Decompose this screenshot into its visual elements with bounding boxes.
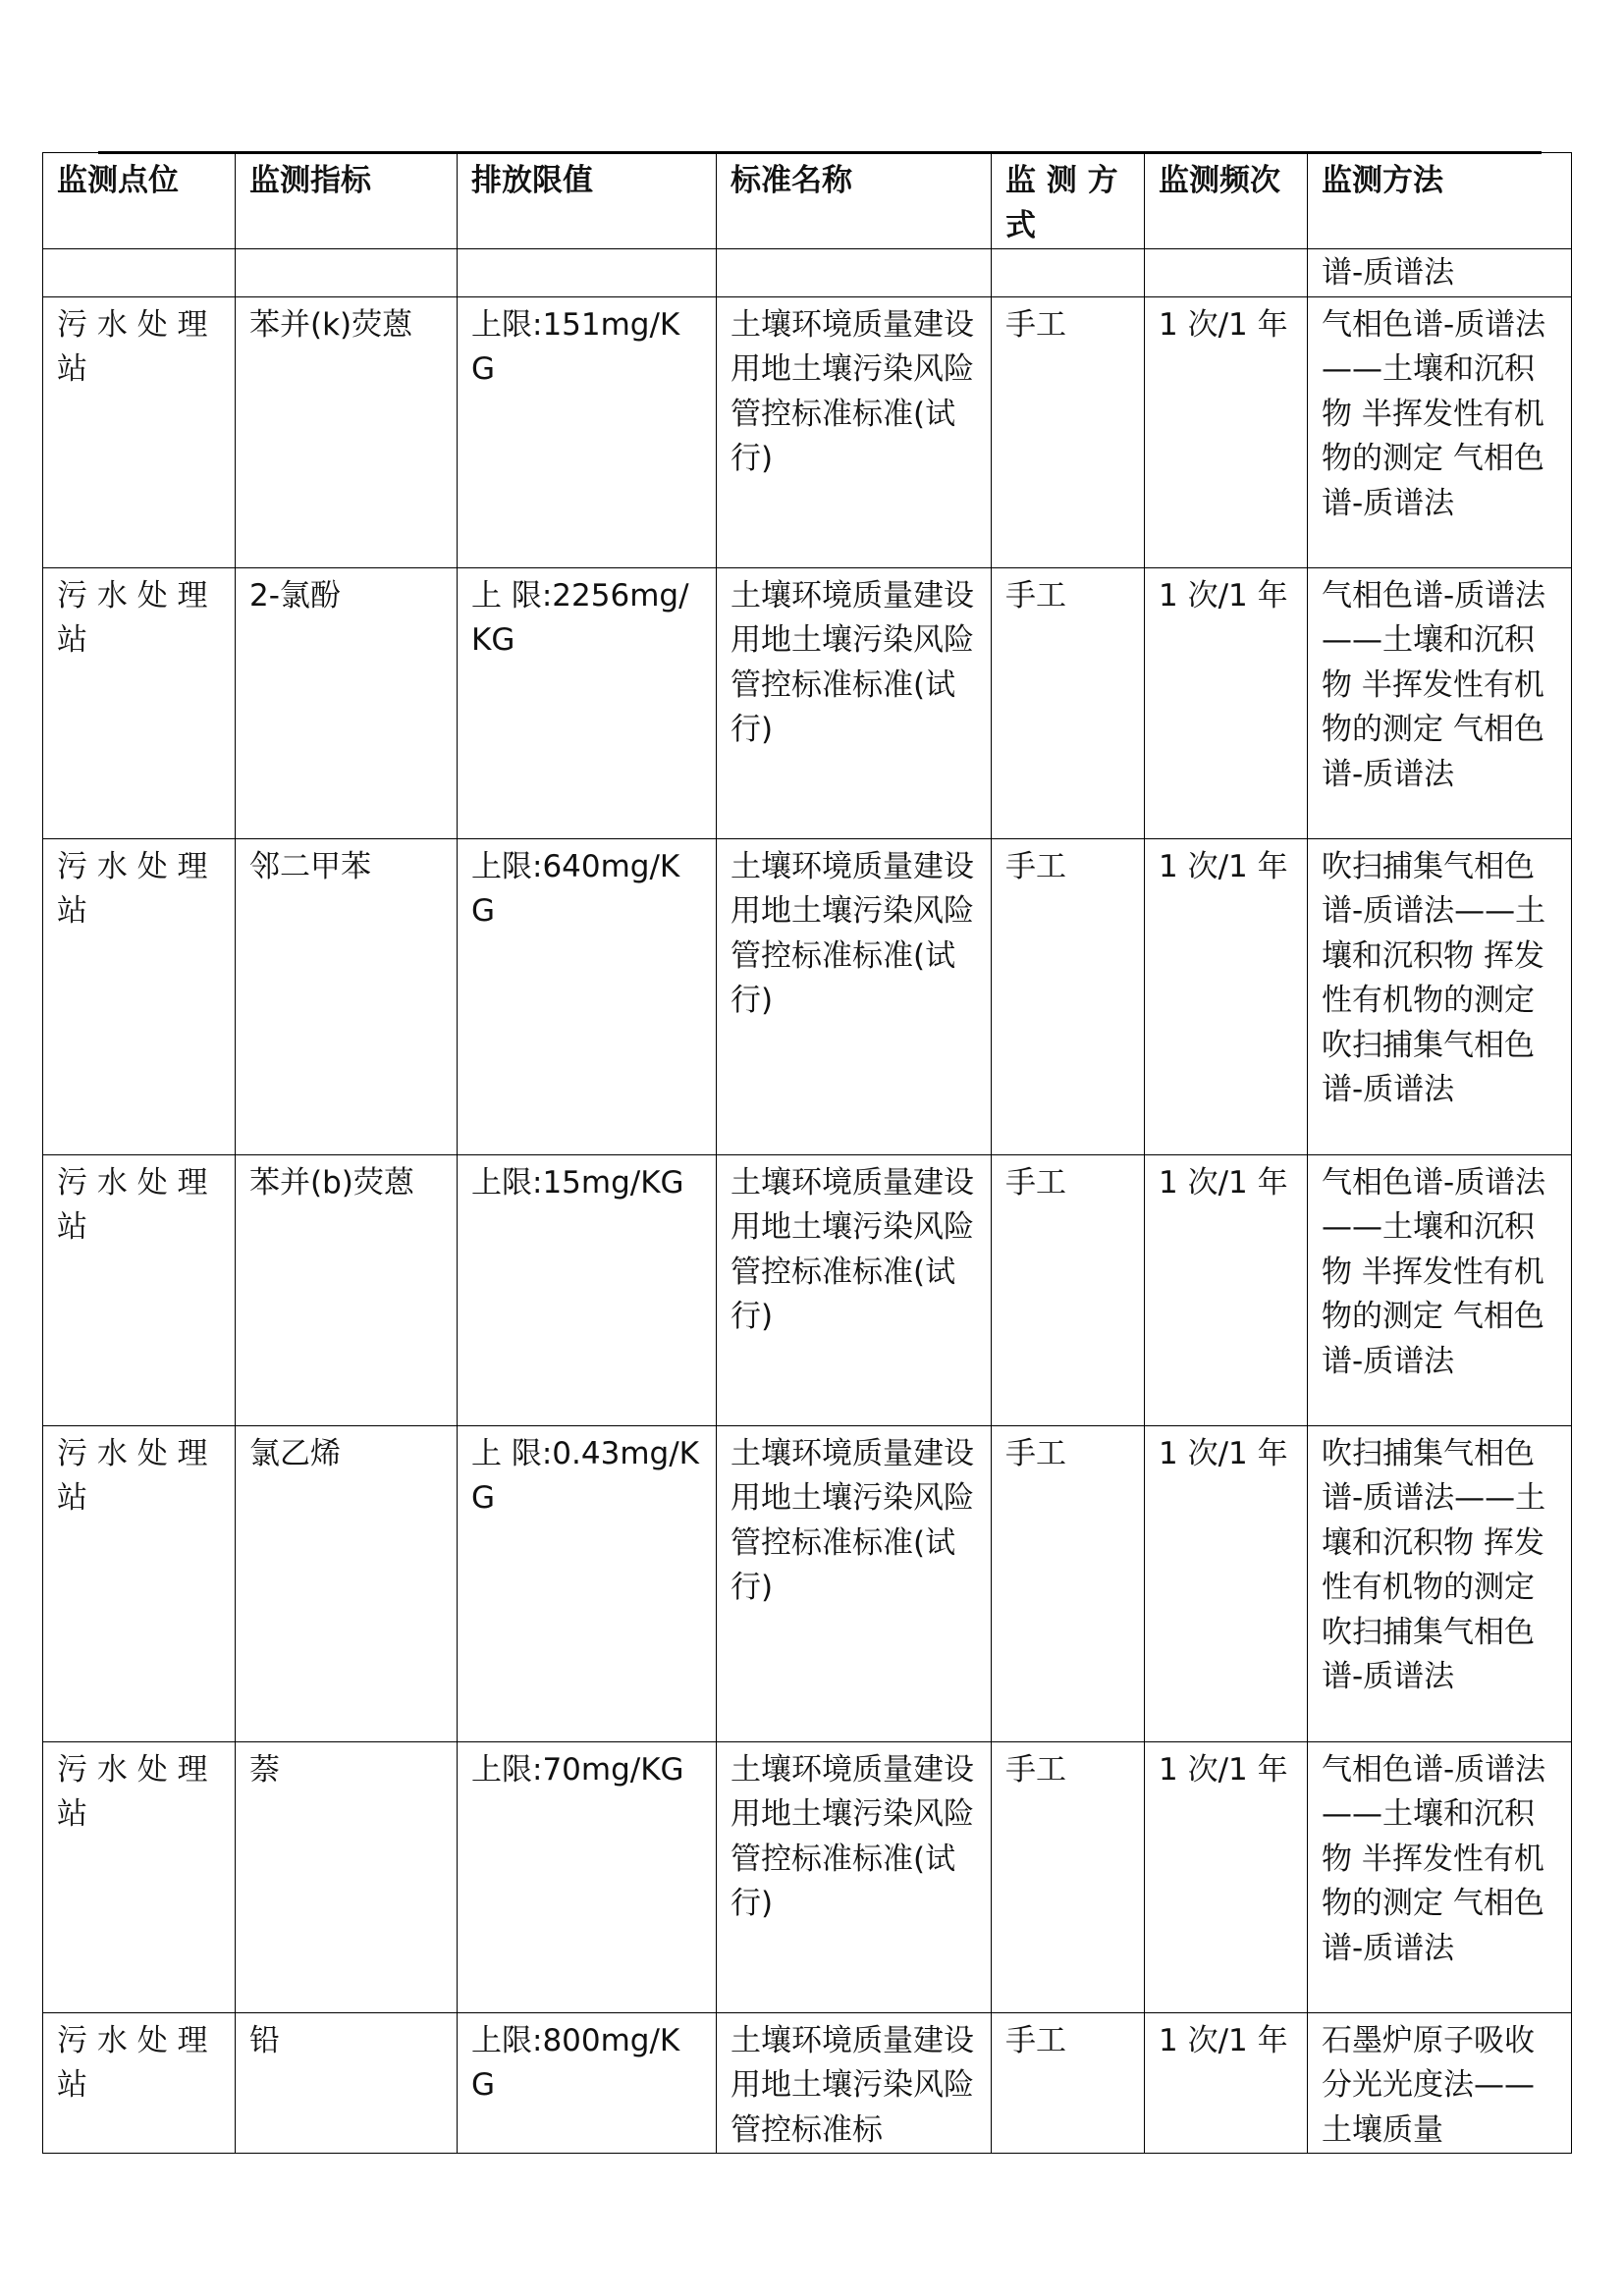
table-row	[43, 296, 1572, 567]
method-cell: 气相色谱-质谱法——土壤和沉积物 半挥发性有机物的测定 气相色谱-质谱法	[1308, 296, 1572, 567]
header-cell: 监测指标	[236, 153, 458, 249]
standard-cell: 土壤环境质量建设用地土壤污染风险管控标准标准(试行)	[717, 296, 992, 567]
indicator-cell: 苯并(b)荧蒽	[236, 1154, 458, 1425]
standard-cell: 土壤环境质量建设用地土壤污染风险管控标准标准(试行)	[717, 1741, 992, 2012]
limit-cell: 上限:70mg/KG	[458, 1741, 717, 2012]
frequency-cell: 1 次/1 年	[1145, 1741, 1308, 2012]
monitoring-table	[42, 152, 1572, 2154]
method-cell: 吹扫捕集气相色谱-质谱法——土壤和沉积物 挥发性有机物的测定 吹扫捕集气相色谱-质谱法	[1308, 838, 1572, 1154]
mode-cell: 手工	[992, 567, 1145, 838]
limit-cell: 上 限:0.43mg/KG	[458, 1425, 717, 1741]
table-row	[43, 1741, 1572, 2012]
frequency-cell: 1 次/1 年	[1145, 567, 1308, 838]
table-cell	[236, 249, 458, 297]
table-row	[43, 1425, 1572, 1741]
table-row	[43, 838, 1572, 1154]
method-cell: 气相色谱-质谱法——土壤和沉积物 半挥发性有机物的测定 气相色谱-质谱法	[1308, 1741, 1572, 2012]
header-cell: 监测频次	[1145, 153, 1308, 249]
table-cell	[43, 249, 236, 297]
table-cell	[1145, 249, 1308, 297]
mode-cell: 手工	[992, 2012, 1145, 2154]
indicator-cell: 萘	[236, 1741, 458, 2012]
mode-cell: 手工	[992, 838, 1145, 1154]
indicator-cell: 2-氯酚	[236, 567, 458, 838]
table-cell	[458, 249, 717, 297]
monitoring-point-cell: 污 水 处 理 站	[43, 1154, 236, 1425]
frequency-cell: 1 次/1 年	[1145, 838, 1308, 1154]
monitoring-point-cell: 污 水 处 理 站	[43, 838, 236, 1154]
table-row	[43, 1154, 1572, 1425]
limit-cell: 上限:800mg/KG	[458, 2012, 717, 2154]
frequency-cell: 1 次/1 年	[1145, 1425, 1308, 1741]
indicator-cell: 邻二甲苯	[236, 838, 458, 1154]
table-row	[43, 249, 1572, 297]
table-cell	[717, 249, 992, 297]
method-cell: 石墨炉原子吸收分光光度法——土壤质量	[1308, 2012, 1572, 2154]
table-row	[43, 2012, 1572, 2154]
standard-cell: 土壤环境质量建设用地土壤污染风险管控标准标准(试行)	[717, 838, 992, 1154]
frequency-cell: 1 次/1 年	[1145, 296, 1308, 567]
header-cell: 监 测 方 式	[992, 153, 1145, 249]
limit-cell: 上限:640mg/KG	[458, 838, 717, 1154]
method-cell: 气相色谱-质谱法——土壤和沉积物 半挥发性有机物的测定 气相色谱-质谱法	[1308, 1154, 1572, 1425]
monitoring-point-cell: 污 水 处 理 站	[43, 296, 236, 567]
limit-cell: 上限:15mg/KG	[458, 1154, 717, 1425]
table-cell	[992, 249, 1145, 297]
header-cell: 监测点位	[43, 153, 236, 249]
mode-cell: 手工	[992, 1154, 1145, 1425]
mode-cell: 手工	[992, 1741, 1145, 2012]
standard-cell: 土壤环境质量建设用地土壤污染风险管控标准标	[717, 2012, 992, 2154]
indicator-cell: 苯并(k)荧蒽	[236, 296, 458, 567]
monitoring-point-cell: 污 水 处 理 站	[43, 567, 236, 838]
method-cell: 气相色谱-质谱法——土壤和沉积物 半挥发性有机物的测定 气相色谱-质谱法	[1308, 567, 1572, 838]
method-cell: 吹扫捕集气相色谱-质谱法——土壤和沉积物 挥发性有机物的测定 吹扫捕集气相色谱-质谱法	[1308, 1425, 1572, 1741]
frequency-cell: 1 次/1 年	[1145, 2012, 1308, 2154]
header-cell: 标准名称	[717, 153, 992, 249]
mode-cell: 手工	[992, 1425, 1145, 1741]
standard-cell: 土壤环境质量建设用地土壤污染风险管控标准标准(试行)	[717, 1425, 992, 1741]
table-header-row	[43, 153, 1572, 249]
limit-cell: 上限:151mg/KG	[458, 296, 717, 567]
table-row	[43, 567, 1572, 838]
mode-cell: 手工	[992, 296, 1145, 567]
monitoring-point-cell: 污 水 处 理 站	[43, 1425, 236, 1741]
standard-cell: 土壤环境质量建设用地土壤污染风险管控标准标准(试行)	[717, 1154, 992, 1425]
limit-cell: 上 限:2256mg/KG	[458, 567, 717, 838]
monitoring-point-cell: 污 水 处 理 站	[43, 1741, 236, 2012]
header-cell: 监测方法	[1308, 153, 1572, 249]
table-cell: 谱-质谱法	[1308, 249, 1572, 297]
standard-cell: 土壤环境质量建设用地土壤污染风险管控标准标准(试行)	[717, 567, 992, 838]
indicator-cell: 氯乙烯	[236, 1425, 458, 1741]
header-cell: 排放限值	[458, 153, 717, 249]
indicator-cell: 铅	[236, 2012, 458, 2154]
frequency-cell: 1 次/1 年	[1145, 1154, 1308, 1425]
monitoring-point-cell: 污 水 处 理 站	[43, 2012, 236, 2154]
